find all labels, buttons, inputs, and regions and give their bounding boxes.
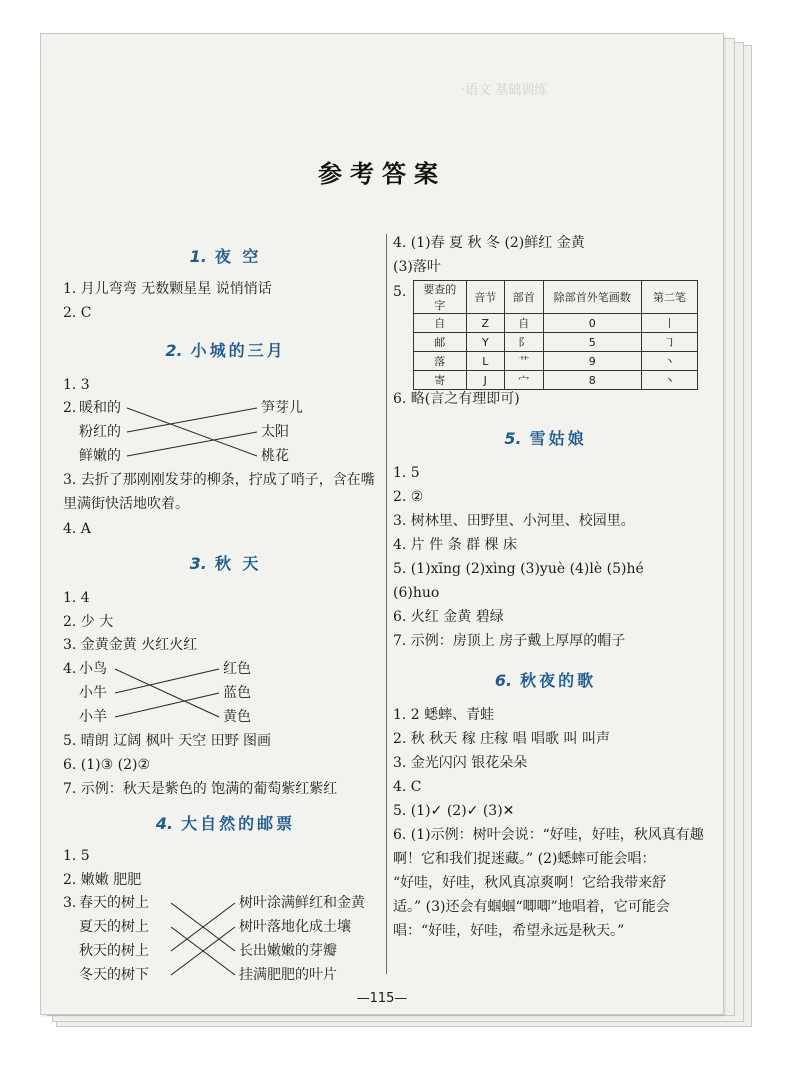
s6-answer-6c: “好哇，好哇，秋风真凉爽啊！它给我带来舒 bbox=[393, 875, 667, 891]
table-cell: ㇆ bbox=[641, 333, 697, 352]
s6-answer-6a: 6. (1)示例：树叶会说：“好哇，好哇，秋风真有趣 bbox=[393, 827, 704, 843]
table-header: 要查的字 bbox=[414, 281, 467, 314]
s2-answer-1: 1. 3 bbox=[63, 377, 90, 393]
table-row bbox=[414, 371, 698, 390]
dictionary-table bbox=[413, 280, 698, 390]
table-cell: 寄 bbox=[414, 371, 467, 390]
table-cell: J bbox=[466, 371, 504, 390]
s6-answer-6b: 啊！它和我们捉迷藏。” (2)蟋蟀可能会唱： bbox=[393, 851, 656, 867]
s5-answer-2: 2. ② bbox=[393, 489, 424, 505]
s3-match-right-1: 红色 bbox=[223, 661, 251, 677]
table-row bbox=[414, 352, 698, 371]
s4-match-right-2: 树叶落地化成土壤 bbox=[239, 919, 351, 935]
s2-match-left-1: 暖和的 bbox=[79, 400, 121, 416]
table-row bbox=[414, 314, 698, 333]
s5-answer-3: 3. 树林里、田野里、小河里、校园里。 bbox=[393, 513, 635, 529]
table-cell: 邮 bbox=[414, 333, 467, 352]
s3-match-prefix: 4. bbox=[63, 661, 77, 677]
table-cell: 9 bbox=[543, 352, 641, 371]
answer-page bbox=[40, 33, 724, 1015]
s3-match-right-2: 蓝色 bbox=[223, 685, 251, 701]
s6-answer-5: 5. (1)✓ (2)✓ (3)✕ bbox=[393, 803, 515, 819]
table-cell: 自 bbox=[505, 314, 543, 333]
s5-answer-1: 1. 5 bbox=[393, 465, 420, 481]
s4-match-right-4: 挂满肥肥的叶片 bbox=[239, 967, 337, 983]
section-heading-4: 4. 大自然的邮票 bbox=[155, 814, 296, 833]
s3-answer-7: 7. 示例：秋天是紫色的 饱满的葡萄紫红紫红 bbox=[63, 781, 338, 797]
s3-answer-1: 1. 4 bbox=[63, 590, 90, 606]
s5-answer-7: 7. 示例：房顶上 房子戴上厚厚的帽子 bbox=[393, 633, 626, 649]
s2-match-right-2: 太阳 bbox=[261, 424, 289, 440]
section-heading-2: 2. 小城的三月 bbox=[165, 341, 286, 360]
s3-answer-3: 3. 金黄金黄 火红火红 bbox=[63, 637, 198, 653]
s4-match-right-1: 树叶涂满鲜红和金黄 bbox=[239, 895, 365, 911]
section-heading-5: 5. 雪姑娘 bbox=[504, 429, 587, 448]
bleed-through-header: ·语文 基础训练 bbox=[461, 83, 548, 98]
prev-q4-line2: (3)落叶 bbox=[393, 259, 441, 275]
s4-match-left-3: 秋天的树上 bbox=[79, 943, 149, 959]
s3-answer-5: 5. 晴朗 辽阔 枫叶 天空 田野 图画 bbox=[63, 733, 272, 749]
s2-match-prefix: 2. bbox=[63, 400, 77, 416]
table-cell: 丨 bbox=[641, 314, 697, 333]
table-cell: 阝 bbox=[505, 333, 543, 352]
prev-q4-line1: 4. (1)春 夏 秋 冬 (2)鲜红 金黄 bbox=[393, 235, 585, 251]
s3-answer-2: 2. 少 大 bbox=[63, 614, 114, 630]
prev-q6: 6. 略(言之有理即可) bbox=[393, 391, 520, 407]
page-number: —115— bbox=[356, 991, 408, 1006]
s5-answer-5a: 5. (1)xīng (2)xìng (3)yuè (4)lè (5)hé bbox=[393, 561, 644, 577]
s2-answer-3a: 3. 去折了那刚刚发芽的柳条，拧成了哨子，含在嘴 bbox=[63, 472, 375, 488]
s1-answer-2: 2. C bbox=[63, 305, 92, 321]
table-cell: 宀 bbox=[505, 371, 543, 390]
s4-match-left-1: 春天的树上 bbox=[79, 895, 149, 911]
table-cell: 5 bbox=[543, 333, 641, 352]
s4-match-lines bbox=[63, 34, 388, 1014]
s6-answer-4: 4. C bbox=[393, 779, 422, 795]
table-header: 除部首外笔画数 bbox=[543, 281, 641, 314]
table-cell: 落 bbox=[414, 352, 467, 371]
s4-match-right-3: 长出嫩嫩的芽瓣 bbox=[239, 943, 337, 959]
s6-answer-1: 1. 2 蟋蟀、青蛙 bbox=[393, 707, 495, 723]
s6-answer-6e: 唱：“好哇，好哇，希望永远是秋天。” bbox=[393, 923, 625, 939]
table-cell: 丶 bbox=[641, 371, 697, 390]
s5-answer-4: 4. 片 件 条 群 棵 床 bbox=[393, 537, 518, 553]
section-heading-1: 1. 夜 空 bbox=[189, 247, 262, 266]
s4-match-left-2: 夏天的树上 bbox=[79, 919, 149, 935]
table-cell: Z bbox=[466, 314, 504, 333]
table-cell: 丶 bbox=[641, 352, 697, 371]
s6-answer-3: 3. 金光闪闪 银花朵朵 bbox=[393, 755, 528, 771]
table-cell: 8 bbox=[543, 371, 641, 390]
s5-answer-5b: (6)huo bbox=[393, 585, 440, 601]
table-header: 第二笔 bbox=[641, 281, 697, 314]
s5-answer-6: 6. 火红 金黄 碧绿 bbox=[393, 609, 504, 625]
s4-answer-2: 2. 嫩嫩 肥肥 bbox=[63, 872, 142, 888]
s4-answer-1: 1. 5 bbox=[63, 848, 90, 864]
table-header: 部首 bbox=[505, 281, 543, 314]
s2-match-right-3: 桃花 bbox=[261, 448, 289, 464]
table-cell: 0 bbox=[543, 314, 641, 333]
s3-match-right-3: 黄色 bbox=[223, 709, 251, 725]
s3-match-left-3: 小羊 bbox=[79, 709, 107, 725]
s3-match-left-2: 小牛 bbox=[79, 685, 107, 701]
page-title: 参考答案 bbox=[318, 160, 446, 188]
table-header-row bbox=[414, 281, 698, 314]
s3-match-left-1: 小鸟 bbox=[79, 661, 107, 677]
s1-answer-1: 1. 月儿弯弯 无数颗星星 说悄悄话 bbox=[63, 281, 272, 297]
table-header: 音节 bbox=[466, 281, 504, 314]
s2-match-right-1: 笋芽儿 bbox=[261, 400, 303, 416]
table-cell: Y bbox=[466, 333, 504, 352]
s6-answer-6d: 适。” (3)还会有蝈蝈“唧唧”地唱着，它可能会 bbox=[393, 899, 670, 915]
table-prefix: 5. bbox=[393, 284, 407, 300]
s4-match-prefix: 3. bbox=[63, 895, 77, 911]
s2-answer-4: 4. A bbox=[63, 521, 91, 537]
s4-match-left-4: 冬天的树下 bbox=[79, 967, 149, 983]
section-heading-3: 3. 秋 天 bbox=[189, 554, 262, 573]
s6-answer-2: 2. 秋 秋天 稼 庄稼 唱 唱歌 叫 叫声 bbox=[393, 731, 610, 747]
table-cell: L bbox=[466, 352, 504, 371]
table-cell: 自 bbox=[414, 314, 467, 333]
s2-match-left-2: 粉红的 bbox=[79, 424, 121, 440]
s3-answer-6: 6. (1)③ (2)② bbox=[63, 757, 151, 773]
table-row bbox=[414, 333, 698, 352]
s2-match-left-3: 鲜嫩的 bbox=[79, 448, 121, 464]
s2-answer-3b: 里满街快活地吹着。 bbox=[63, 496, 189, 512]
table-cell: 艹 bbox=[505, 352, 543, 371]
section-heading-6: 6. 秋夜的歌 bbox=[494, 671, 597, 690]
